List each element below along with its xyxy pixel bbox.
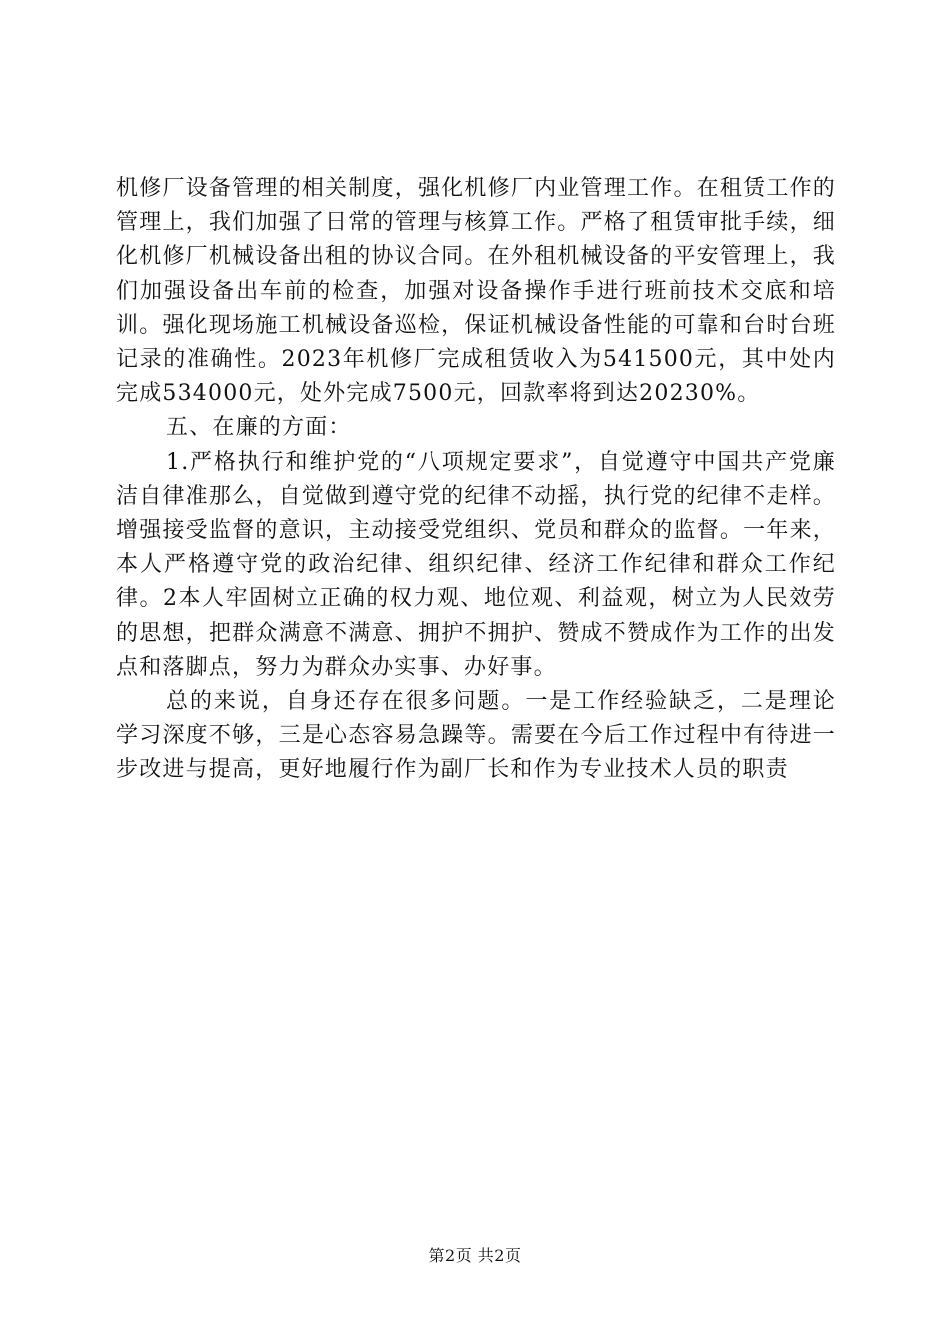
section-heading-integrity: 五、在廉的方面：: [166, 415, 352, 441]
document-body: [116, 172, 836, 788]
body-paragraph-integrity: 1.严格执行和维护党的“八项规定要求”，自觉遵守中国共产党廉洁自律准那么，自觉做到遵守党的纪律不动摇，执行党的纪律不走样。增强接受监督的意识，主动接受党组织、党员和群众的监督。一年来，本人严格遵守党的政治纪律、组织纪律、经济工作纪律和群众工作纪律。2本人牢固树立正确的权力观、地位观、利益观，树立为人民效劳的思想，把群众满意不满意、拥护不拥护、赞成不赞成作为工作的出发点和落脚点，努力为群众办实事、办好事。: [116, 449, 836, 680]
body-paragraph-summary: 总的来说，自身还存在很多问题。一是工作经验缺乏，二是理论学习深度不够，三是心态容易急躁等。需要在今后工作过程中有待进一步改进与提高，更好地履行作为副厂长和作为专业技术人员的职责: [116, 689, 836, 783]
body-paragraph-continuation: 机修厂设备管理的相关制度，强化机修厂内业管理工作。在租赁工作的管理上，我们加强了日常的管理与核算工作。严格了租赁审批手续，细化机修厂机械设备出租的协议合同。在外租机械设备的平安管理上，我们加强设备出车前的检查，加强对设备操作手进行班前技术交底和培训。强化现场施工机械设备巡检，保证机械设备性能的可靠和台时台班记录的准确性。2023年机修厂完成租赁收入为541500元，其中处内完成534000元，处外完成7500元，回款率将到达20230%。: [116, 176, 836, 407]
page-number-footer: 第2页 共2页: [428, 1246, 522, 1265]
